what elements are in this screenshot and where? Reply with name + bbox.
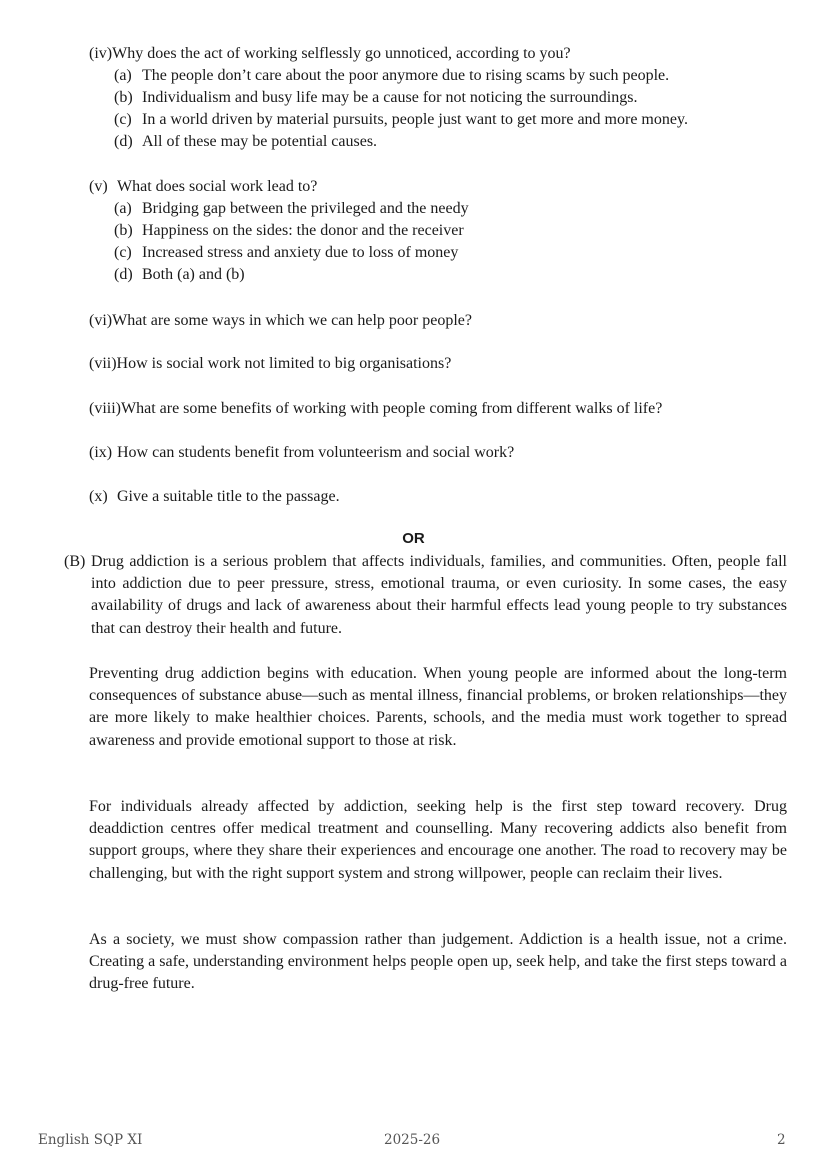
question-text: What are some ways in which we can help poor people? — [112, 312, 472, 329]
paragraph-text: For individuals already affected by addiction, seeking help is the first step toward recovery. Drug deaddiction centres offer medical treatment and counselling. Many recovering addicts also benefit from support groups, where they share their experiences and encourage one another. The road to recovery may be challenging, but with the right support system and strong willpower, people can reclaim their lives. — [89, 798, 787, 882]
option-label: (a) — [114, 200, 132, 217]
question-text: What does social work lead to? — [117, 178, 318, 195]
option-label: (a) — [114, 67, 132, 84]
question-iv-options — [114, 65, 688, 153]
option-d — [114, 264, 469, 286]
question-text: What are some benefits of working with people coming from different walks of life? — [121, 400, 663, 417]
question-x — [89, 486, 340, 508]
option-text: In a world driven by material pursuits, people just want to get more and more money. — [142, 111, 688, 128]
question-number: (x) — [89, 488, 108, 505]
question-number: (ix) — [89, 444, 113, 461]
question-number: (iv) — [89, 45, 113, 62]
passage-b-paragraph-4 — [89, 929, 787, 996]
option-a — [114, 198, 469, 220]
question-number: (v) — [89, 178, 108, 195]
question-number: (vi) — [89, 312, 113, 329]
question-text: Why does the act of working selflessly go unnoticed, according to you? — [112, 45, 571, 62]
option-text: Bridging gap between the privileged and the needy — [142, 200, 469, 217]
option-b — [114, 87, 688, 109]
question-number: (viii) — [89, 400, 121, 417]
passage-marker: (B) — [64, 553, 86, 570]
option-text: Both (a) and (b) — [142, 266, 245, 283]
passage-b-paragraph-3 — [89, 796, 787, 885]
passage-b-paragraph-2 — [89, 663, 787, 752]
passage-b-paragraph-1 — [64, 551, 787, 640]
paragraph-text: Drug addiction is a serious problem that affects individuals, families, and communities. Often, people fall into addiction due to peer pressure, stress, emotional trauma, or even curiosity. In some cases, the easy availability of drugs and lack of awareness about their harmful effects lead young people to try substances that can destroy their health and future. — [91, 553, 787, 637]
option-text: Increased stress and anxiety due to loss of money — [142, 244, 459, 261]
paragraph-text: As a society, we must show compassion rather than judgement. Addiction is a health issue, not a crime. Creating a safe, understanding environment helps people open up, seek help, and take the first steps toward a drug-free future. — [89, 931, 787, 993]
option-label: (c) — [114, 111, 132, 128]
question-v-options — [114, 198, 469, 286]
question-iv — [89, 43, 571, 65]
or-separator — [0, 530, 827, 547]
footer-document-title: English SQP XI — [38, 1132, 143, 1148]
question-number: (vii) — [89, 355, 117, 372]
question-ix — [89, 442, 514, 464]
option-text: Happiness on the sides: the donor and the receiver — [142, 222, 464, 239]
question-viii — [89, 398, 662, 420]
option-label: (d) — [114, 133, 133, 150]
question-v — [89, 176, 317, 198]
footer-page-number: 2 — [777, 1132, 786, 1148]
paragraph-text: Preventing drug addiction begins with education. When young people are informed about the long-term consequences of substance abuse—such as mental illness, financial problems, or broken relationships—they are more likely to make healthier choices. Parents, schools, and the media must work together to spread awareness and provide emotional support to those at risk. — [89, 665, 787, 749]
question-vii — [89, 353, 451, 375]
option-text: All of these may be potential causes. — [142, 133, 378, 150]
question-text: Give a suitable title to the passage. — [117, 488, 340, 505]
question-text: How is social work not limited to big organisations? — [116, 355, 452, 372]
or-label: OR — [402, 530, 425, 547]
question-vi — [89, 310, 472, 332]
option-b — [114, 220, 469, 242]
option-label: (d) — [114, 266, 133, 283]
option-text: The people don’t care about the poor anymore due to rising scams by such people. — [142, 67, 670, 84]
option-c — [114, 242, 469, 264]
option-label: (b) — [114, 89, 133, 106]
option-a — [114, 65, 688, 87]
question-text: How can students benefit from volunteerism and social work? — [117, 444, 515, 461]
footer-session-year: 2025-26 — [384, 1132, 441, 1148]
option-label: (b) — [114, 222, 133, 239]
option-c — [114, 109, 688, 131]
option-d — [114, 131, 688, 153]
option-label: (c) — [114, 244, 132, 261]
option-text: Individualism and busy life may be a cause for not noticing the surroundings. — [142, 89, 638, 106]
